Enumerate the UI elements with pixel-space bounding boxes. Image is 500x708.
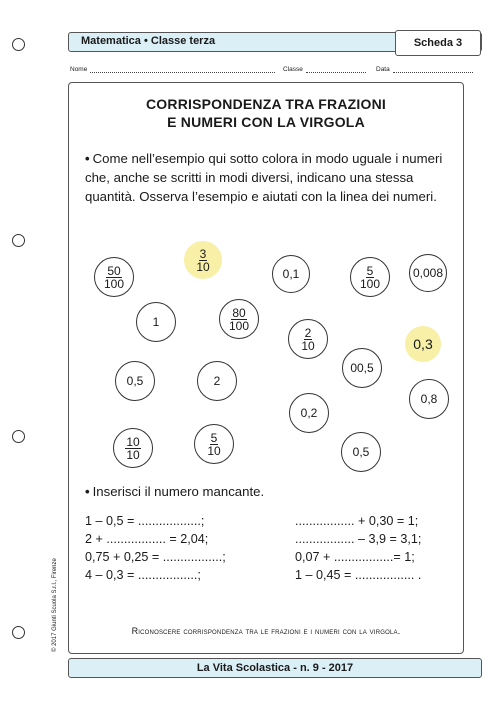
fraction-denominator: 10 <box>301 338 315 353</box>
binder-hole <box>12 234 25 247</box>
footer-bar: La Vita Scolastica - n. 9 - 2017 <box>68 658 482 678</box>
number-circle[interactable] <box>272 255 310 293</box>
decimal-number: 0,5 <box>352 445 370 459</box>
equation[interactable]: 0,75 + 0,25 = .................; <box>85 550 226 564</box>
instruction-colour <box>85 149 455 206</box>
decimal-number: 0,1 <box>282 267 300 281</box>
name-label: Nome <box>70 66 88 73</box>
equation[interactable]: 2 + ................. = 2,04; <box>85 532 209 546</box>
page-title <box>69 95 463 131</box>
fraction <box>125 436 140 461</box>
fraction-denominator: 10 <box>126 447 140 462</box>
equation[interactable]: ................. – 3,9 = 3,1; <box>295 532 422 546</box>
exercise-box <box>68 82 464 654</box>
decimal-number: 0,2 <box>300 406 318 420</box>
fraction-denominator: 10 <box>196 259 210 274</box>
binder-hole <box>12 626 25 639</box>
decimal-number: 0,8 <box>420 392 438 406</box>
equation[interactable]: 4 – 0,3 = .................; <box>85 568 201 582</box>
header-bar <box>68 32 482 52</box>
fraction-numerator: 5 <box>366 263 374 278</box>
learning-objective: Riconoscere corrispondenza tra le frazioni e i numeri con la virgola. <box>131 626 401 636</box>
fraction-numerator: 50 <box>107 263 121 278</box>
sheet-label: Scheda 3 <box>395 30 481 56</box>
fraction-denominator: 100 <box>103 276 125 291</box>
number-circle[interactable] <box>350 257 390 297</box>
fraction <box>207 432 220 457</box>
header-subject: Matematica • Classe terza <box>81 35 216 47</box>
class-field[interactable] <box>306 66 366 73</box>
decimal-number: 1 <box>152 315 160 329</box>
fraction-numerator: 80 <box>232 305 246 320</box>
name-field[interactable] <box>90 66 275 73</box>
number-circle[interactable] <box>113 428 153 468</box>
fraction <box>301 327 314 352</box>
decimal-number: 0,3 <box>413 336 433 352</box>
instruction-fill <box>85 484 264 499</box>
fraction-denominator: 100 <box>228 318 250 333</box>
fraction-denominator: 100 <box>359 276 381 291</box>
instruction-fill-text: Inserisci il numero mancante. <box>92 484 265 499</box>
number-circle[interactable] <box>136 302 176 342</box>
bullet-icon: • <box>85 484 90 499</box>
title-line-2: E NUMERI CON LA VIRGOLA <box>167 114 365 130</box>
binder-hole <box>12 430 25 443</box>
number-circle[interactable] <box>197 361 237 401</box>
decimal-number: 2 <box>213 374 221 388</box>
equation[interactable]: ................. + 0,30 = 1; <box>295 514 419 528</box>
fraction <box>229 307 249 332</box>
number-circle[interactable] <box>341 432 381 472</box>
decimal-number: 0,008 <box>412 266 444 280</box>
copyright-notice: © 2017 Giunti Scuola S.r.l., Firenze <box>52 558 58 652</box>
fraction-numerator: 5 <box>210 430 218 445</box>
student-info-row <box>70 66 475 73</box>
fraction <box>196 248 209 273</box>
binder-hole <box>12 38 25 51</box>
number-circle[interactable] <box>405 326 441 362</box>
date-label: Data <box>376 66 390 73</box>
number-circle[interactable] <box>409 254 447 292</box>
bullet-icon: • <box>85 151 90 166</box>
number-circle[interactable] <box>288 319 328 359</box>
date-field[interactable] <box>393 66 473 73</box>
number-circle[interactable] <box>184 241 222 279</box>
fraction-denominator: 10 <box>207 443 221 458</box>
class-label: Classe <box>283 66 303 73</box>
number-circle[interactable] <box>289 393 329 433</box>
equation[interactable]: 1 – 0,5 = ..................; <box>85 514 205 528</box>
number-circle[interactable] <box>194 424 234 464</box>
equation[interactable]: 0,07 + .................= 1; <box>295 550 415 564</box>
instruction-colour-text: Come nell’esempio qui sotto colora in modo uguale i numeri che, anche se scritti in modi diversi, indicano una stessa quantità. Osserva l’esempio e aiutati con la linea dei numeri. <box>85 151 443 204</box>
equation[interactable]: 1 – 0,45 = ................. . <box>295 568 422 582</box>
number-circle[interactable] <box>342 348 382 388</box>
number-circle[interactable] <box>115 361 155 401</box>
title-line-1: CORRISPONDENZA TRA FRAZIONI <box>145 96 387 112</box>
fraction <box>360 265 380 290</box>
decimal-number: 00,5 <box>350 361 374 375</box>
fraction-numerator: 3 <box>199 246 207 261</box>
fraction-numerator: 2 <box>304 325 312 340</box>
fraction <box>104 265 124 290</box>
fraction-numerator: 10 <box>126 434 140 449</box>
number-circle[interactable] <box>94 257 134 297</box>
number-circle[interactable] <box>219 299 259 339</box>
decimal-number: 0,5 <box>126 374 144 388</box>
number-circle[interactable] <box>409 379 449 419</box>
